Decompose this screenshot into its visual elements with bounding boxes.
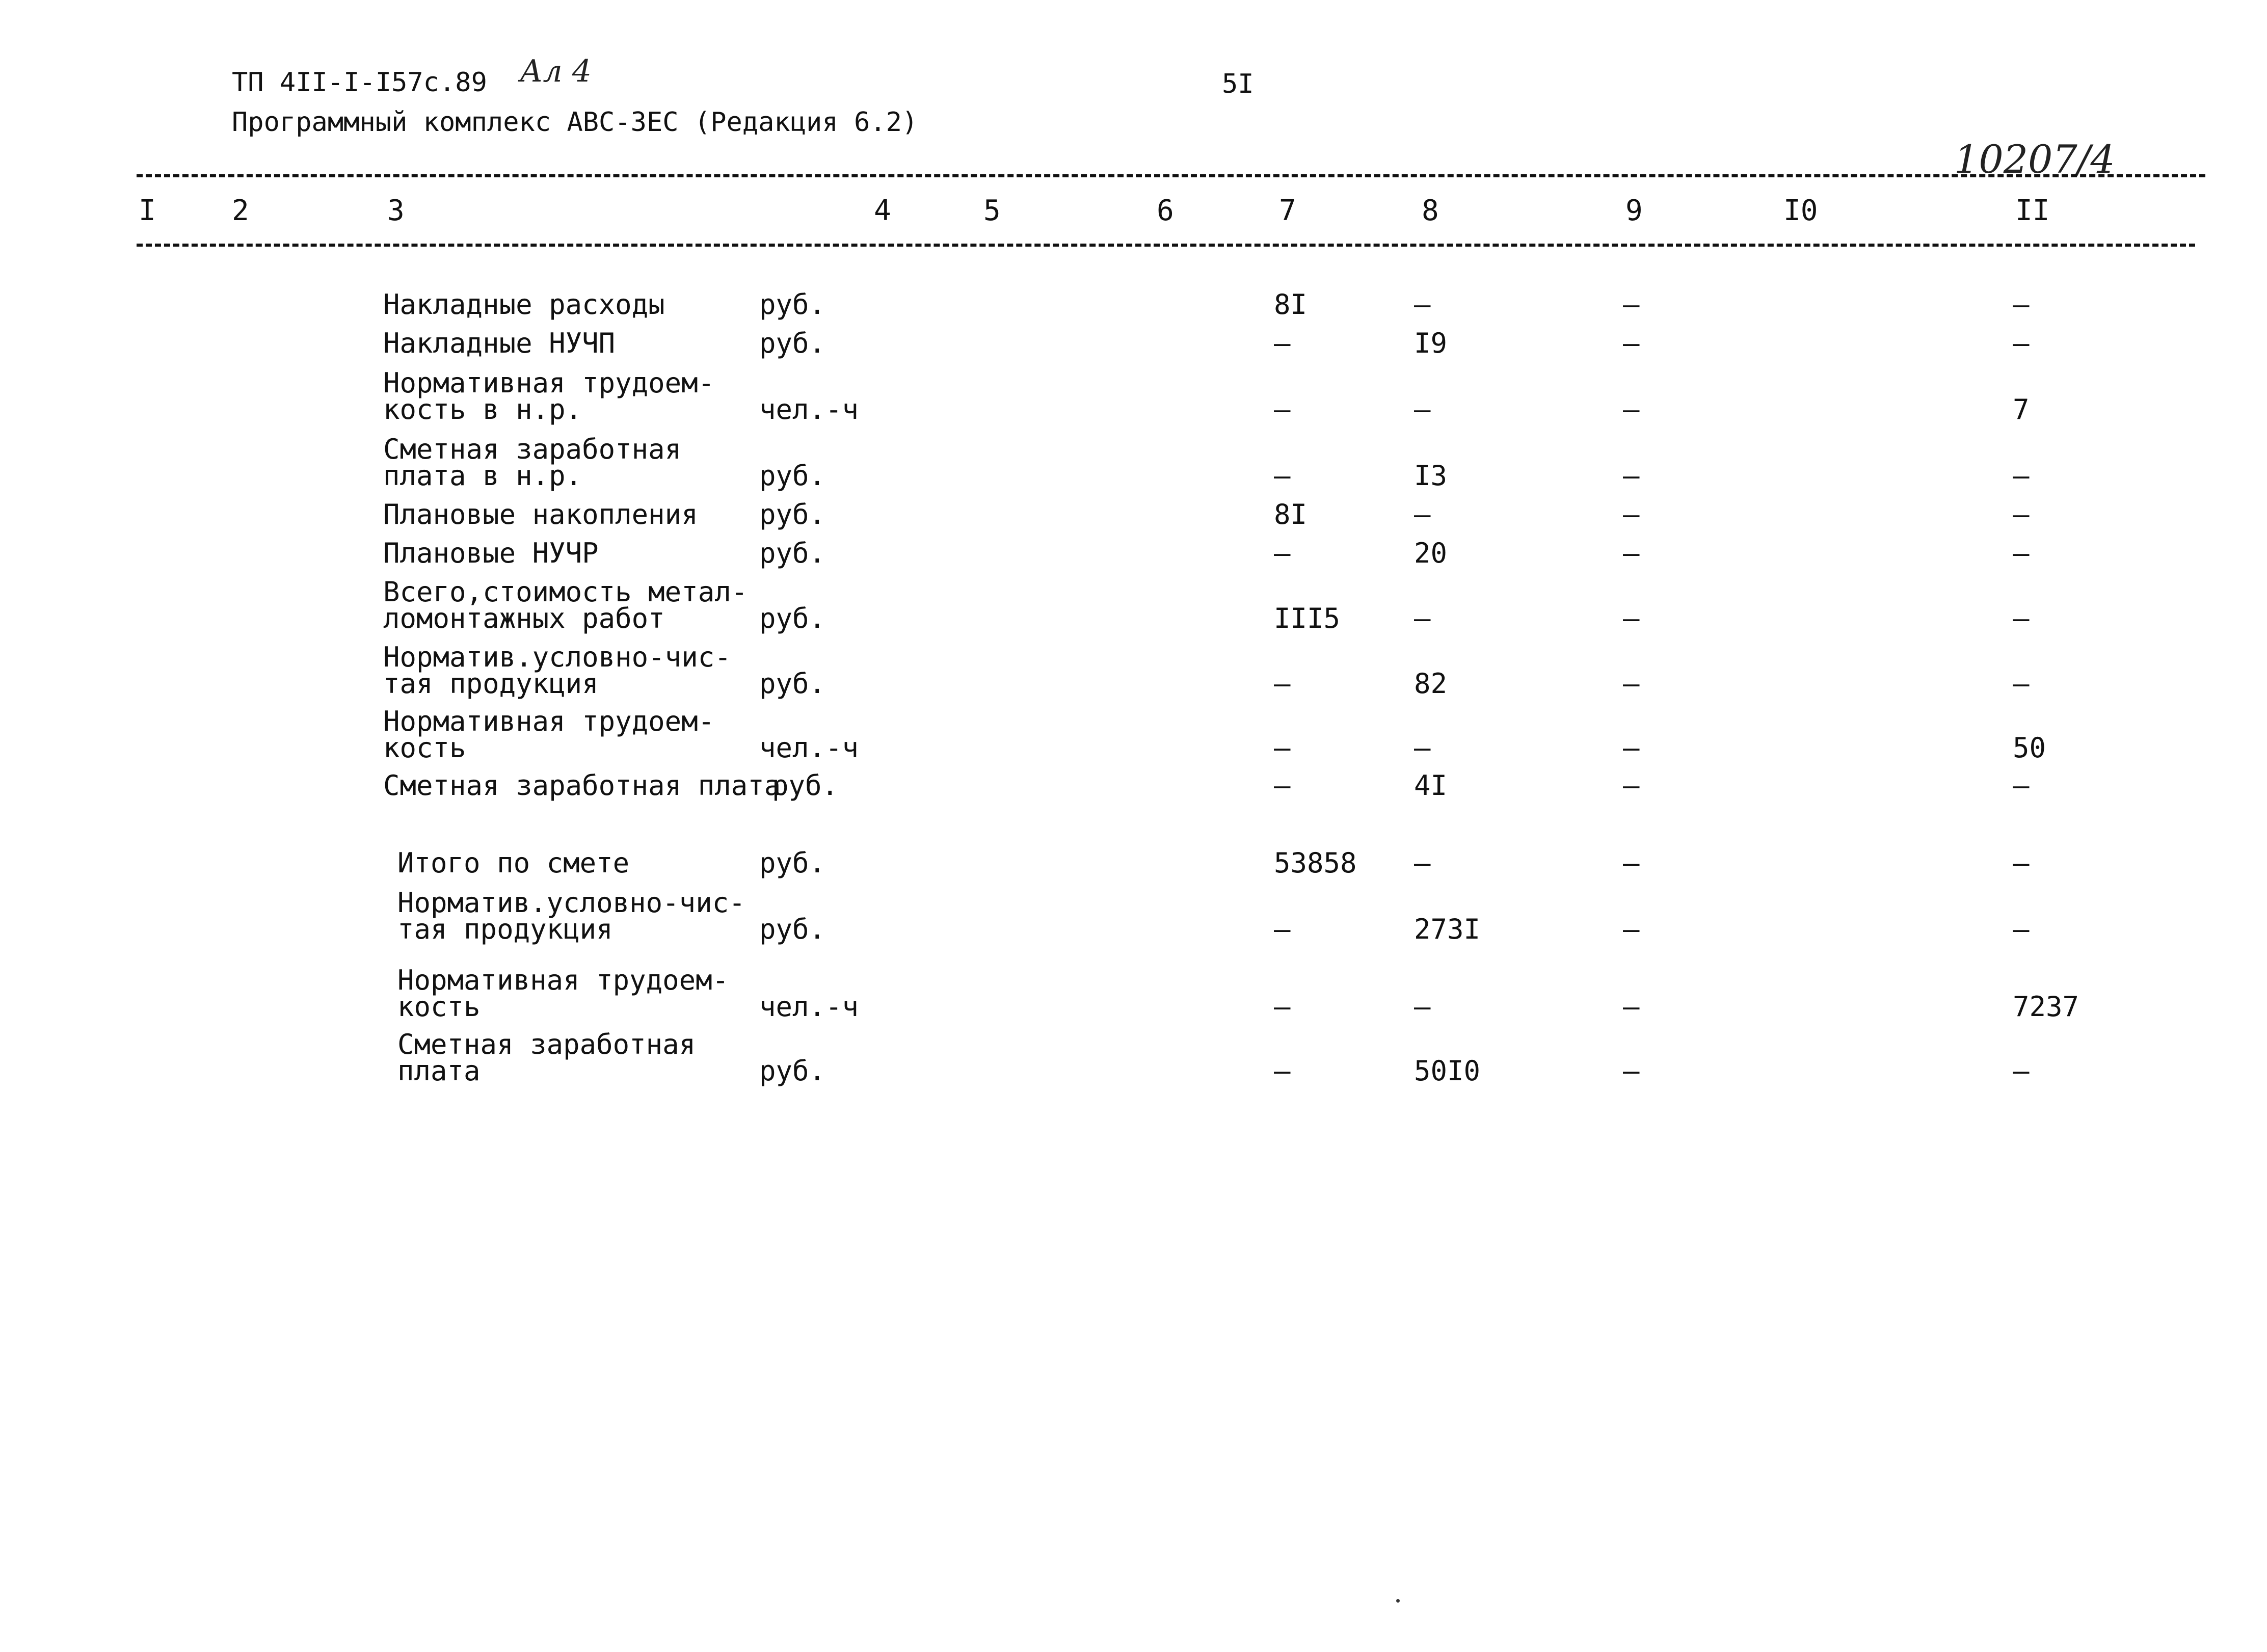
program-title: Программный комплекс АВС-3ЕС (Редакция 6.2) bbox=[232, 107, 918, 138]
totals-col7: 53858 bbox=[1274, 847, 1357, 879]
row-col8: – bbox=[1414, 288, 1431, 321]
totals-label: Нормативная трудоем- кость bbox=[397, 964, 729, 1023]
row-col9: – bbox=[1623, 327, 1640, 359]
totals-col7: – bbox=[1274, 991, 1291, 1023]
totals-label: Сметная заработная плата bbox=[397, 1028, 696, 1087]
row-col7: – bbox=[1274, 732, 1291, 764]
totals-col9: – bbox=[1623, 847, 1640, 879]
row-col9: – bbox=[1623, 393, 1640, 425]
row-col11: 7 bbox=[2013, 393, 2030, 425]
row-col7: – bbox=[1274, 460, 1291, 492]
row-unit: руб. bbox=[759, 537, 826, 569]
column-number-10: I0 bbox=[1783, 194, 1818, 227]
totals-col8: 50I0 bbox=[1414, 1055, 1481, 1087]
row-col11: – bbox=[2013, 537, 2030, 569]
row-unit: чел.-ч bbox=[759, 732, 859, 764]
row-col11: – bbox=[2013, 769, 2030, 802]
row-col9: – bbox=[1623, 732, 1640, 764]
row-unit: руб. bbox=[759, 602, 826, 634]
row-col8: 4I bbox=[1414, 769, 1448, 802]
row-col9: – bbox=[1623, 498, 1640, 530]
column-number-3: 3 bbox=[387, 194, 405, 227]
totals-col11: – bbox=[2013, 1055, 2030, 1087]
row-col7: – bbox=[1274, 668, 1291, 700]
totals-col9: – bbox=[1623, 913, 1640, 945]
row-col9: – bbox=[1623, 460, 1640, 492]
row-col11: – bbox=[2013, 602, 2030, 634]
row-col7: – bbox=[1274, 327, 1291, 359]
page-number: 5I bbox=[1222, 69, 1254, 99]
row-col11: – bbox=[2013, 498, 2030, 530]
row-col11: – bbox=[2013, 288, 2030, 321]
column-number-4: 4 bbox=[874, 194, 891, 227]
row-label: Норматив.условно-чис- тая продукция bbox=[383, 641, 731, 700]
row-col8: 82 bbox=[1414, 668, 1448, 700]
totals-unit: руб. bbox=[759, 1055, 826, 1087]
top-dashed-rule bbox=[137, 174, 2205, 177]
row-label: Нормативная трудоем- кость bbox=[383, 705, 715, 764]
totals-label: Итого по смете bbox=[397, 847, 630, 879]
row-unit: руб. bbox=[759, 460, 826, 492]
stray-dot bbox=[1396, 1599, 1400, 1603]
column-number-7: 7 bbox=[1279, 194, 1296, 227]
column-number-9: 9 bbox=[1625, 194, 1643, 227]
row-col8: 20 bbox=[1414, 537, 1448, 569]
totals-col11: – bbox=[2013, 847, 2030, 879]
totals-unit: руб. bbox=[759, 847, 826, 879]
row-unit: руб. bbox=[759, 327, 826, 359]
totals-unit: руб. bbox=[759, 913, 826, 945]
totals-col9: – bbox=[1623, 991, 1640, 1023]
row-unit: руб. bbox=[759, 498, 826, 530]
totals-unit: чел.-ч bbox=[759, 991, 859, 1023]
totals-col7: – bbox=[1274, 1055, 1291, 1087]
row-col8: – bbox=[1414, 732, 1431, 764]
row-col7: – bbox=[1274, 537, 1291, 569]
handwritten-sheet-mark: Ал 4 bbox=[520, 54, 592, 89]
row-col8: – bbox=[1414, 602, 1431, 634]
row-col11: 50 bbox=[2013, 732, 2046, 764]
totals-col8: 273I bbox=[1414, 913, 1481, 945]
row-label: Накладные НУЧП bbox=[383, 327, 616, 359]
row-unit: руб. bbox=[759, 288, 826, 321]
totals-col8: – bbox=[1414, 847, 1431, 879]
row-col7: – bbox=[1274, 769, 1291, 802]
row-col9: – bbox=[1623, 668, 1640, 700]
row-col9: – bbox=[1623, 537, 1640, 569]
row-unit: руб. bbox=[759, 668, 826, 700]
row-label: Плановые накопления bbox=[383, 498, 698, 530]
row-col8: I9 bbox=[1414, 327, 1448, 359]
column-number-8: 8 bbox=[1422, 194, 1439, 227]
column-number-11: II bbox=[2015, 194, 2050, 227]
row-col11: – bbox=[2013, 327, 2030, 359]
totals-col9: – bbox=[1623, 1055, 1640, 1087]
row-col8: – bbox=[1414, 498, 1431, 530]
handwritten-reference: 10207/4 bbox=[1954, 137, 2115, 182]
totals-col11: – bbox=[2013, 913, 2030, 945]
column-number-1: I bbox=[139, 194, 156, 227]
row-label: Сметная заработная плата bbox=[383, 769, 781, 802]
row-label: Накладные расходы bbox=[383, 288, 665, 321]
column-number-2: 2 bbox=[232, 194, 249, 227]
totals-col8: – bbox=[1414, 991, 1431, 1023]
row-col9: – bbox=[1623, 602, 1640, 634]
row-col9: – bbox=[1623, 288, 1640, 321]
column-number-5: 5 bbox=[983, 194, 1001, 227]
row-label: Плановые НУЧР bbox=[383, 537, 599, 569]
row-unit: чел.-ч bbox=[759, 393, 859, 425]
row-col8: – bbox=[1414, 393, 1431, 425]
totals-col11: 7237 bbox=[2013, 991, 2079, 1023]
row-col7: 8I bbox=[1274, 498, 1308, 530]
row-col8: I3 bbox=[1414, 460, 1448, 492]
row-label: Нормативная трудоем- кость в н.р. bbox=[383, 367, 715, 425]
bottom-dashed-rule bbox=[137, 244, 2195, 247]
row-col11: – bbox=[2013, 460, 2030, 492]
row-col7: – bbox=[1274, 393, 1291, 425]
row-label: Сметная заработная плата в н.р. bbox=[383, 433, 682, 492]
row-unit: руб. bbox=[772, 769, 839, 802]
totals-col7: – bbox=[1274, 913, 1291, 945]
row-col9: – bbox=[1623, 769, 1640, 802]
row-label: Всего,стоимость метал- ломонтажных работ bbox=[383, 576, 748, 634]
totals-label: Норматив.условно-чис- тая продукция bbox=[397, 887, 745, 945]
column-number-6: 6 bbox=[1157, 194, 1174, 227]
row-col7: III5 bbox=[1274, 602, 1341, 634]
row-col7: 8I bbox=[1274, 288, 1308, 321]
row-col11: – bbox=[2013, 668, 2030, 700]
document-code: ТП 4II-I-I57с.89 bbox=[232, 67, 487, 98]
